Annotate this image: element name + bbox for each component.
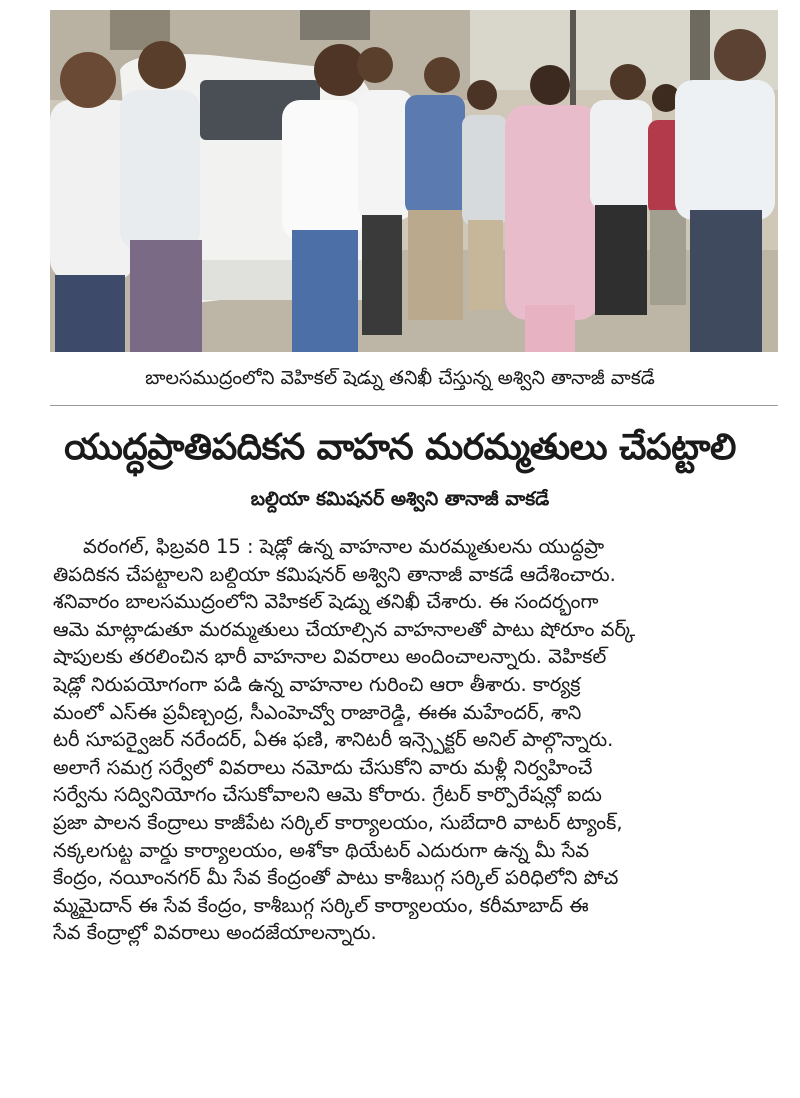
news-photo-scene [50,10,778,352]
photo-caption: బాలసముద్రంలోని వెహికల్ షెడ్ను తనిఖీ చేస్తున్న అశ్విని తానాజీ వాకడే [145,367,655,389]
article-line: అలాగే సమగ్ర సర్వేలో వివరాలు నమోదు చేసుకోని వారు మళ్లీ నిర్వహించే [53,755,593,779]
article-line: నక్కలగుట్ట వార్డు కార్యాలయం, అశోకా థియేటర్ ఎదురుగా ఉన్న మీ సేవ [53,838,590,862]
article-line: కేంద్రం, నయీంనగర్ మీ సేవ కేంద్రంతో పాటు కాశీబుగ్గ సర్కిల్ పరిధిలోని పోచ [53,866,619,890]
article-line: టరీ సూపర్వైజర్ నరేందర్, ఏఈ ఫణి, శానిటరీ ఇన్స్పెక్టర్ అనిల్ పాల్గొన్నారు. [53,728,614,752]
caption-divider [50,405,778,406]
article-line: శనివారం బాలసముద్రంలోని వెహికల్ షెడ్ను తనిఖీ చేశారు. ఈ సందర్భంగా [53,590,599,614]
article-line: సేవ కేంద్రాల్లో వివరాలు అందజేయాలన్నారు. [53,921,377,945]
article-line: వరంగల్, ఫిబ్రవరి 15 : షెడ్లో ఉన్న వాహనాల మరమ్మతులను యుద్ధప్రా [83,535,605,558]
article-line: ఆమె మాట్లాడుతూ మరమ్మతులు చేయాల్సిన వాహనాలతో పాటు షోరూం వర్క్ [53,617,636,641]
news-photo [50,10,778,352]
subheadline: బల్దియా కమిషనర్ అశ్విని తానాజీ వాకడే [250,488,550,510]
article-line: షాపులకు తరలించిన భారీ వాహనాల వివరాలు అందించాలన్నారు. వెహికల్ [53,645,607,669]
article-line: మ్మమైదాన్ ఈ సేవ కేంద్రం, కాశీబుగ్గ సర్కిల్ కార్యాలయం, కరీమాబాద్ ఈ [53,893,589,917]
article-line: షెడ్లో నిరుపయోగంగా పడి ఉన్న వాహనాల గురించి ఆరా తీశారు. కార్యక్ర [53,672,581,696]
article-body [53,533,777,947]
headline: యుద్ధప్రాతిపదికన వాహన మరమ్మతులు చేపట్టాలి [64,427,736,468]
article-line: ప్రజా పాలన కేంద్రాలు కాజీపేట సర్కిల్ కార్యాలయం, సుబేదారి వాటర్ ట్యాంక్, [53,810,623,834]
article-line: తిపదికన చేపట్టాలని బల్దియా కమిషనర్ అశ్విని తానాజీ వాకడే ఆదేశించారు. [53,562,616,586]
article-line: మంలో ఎస్ఈ ప్రవీణ్చంద్ర, సీఎంహెచ్వో రాజారెడ్డి, ఈఈ మహేందర్, శాని [53,700,582,724]
article-line: సర్వేను సద్వినియోగం చేసుకోవాలని ఆమె కోరారు. గ్రేటర్ కార్పొరేషన్లో ఐదు [53,783,602,807]
